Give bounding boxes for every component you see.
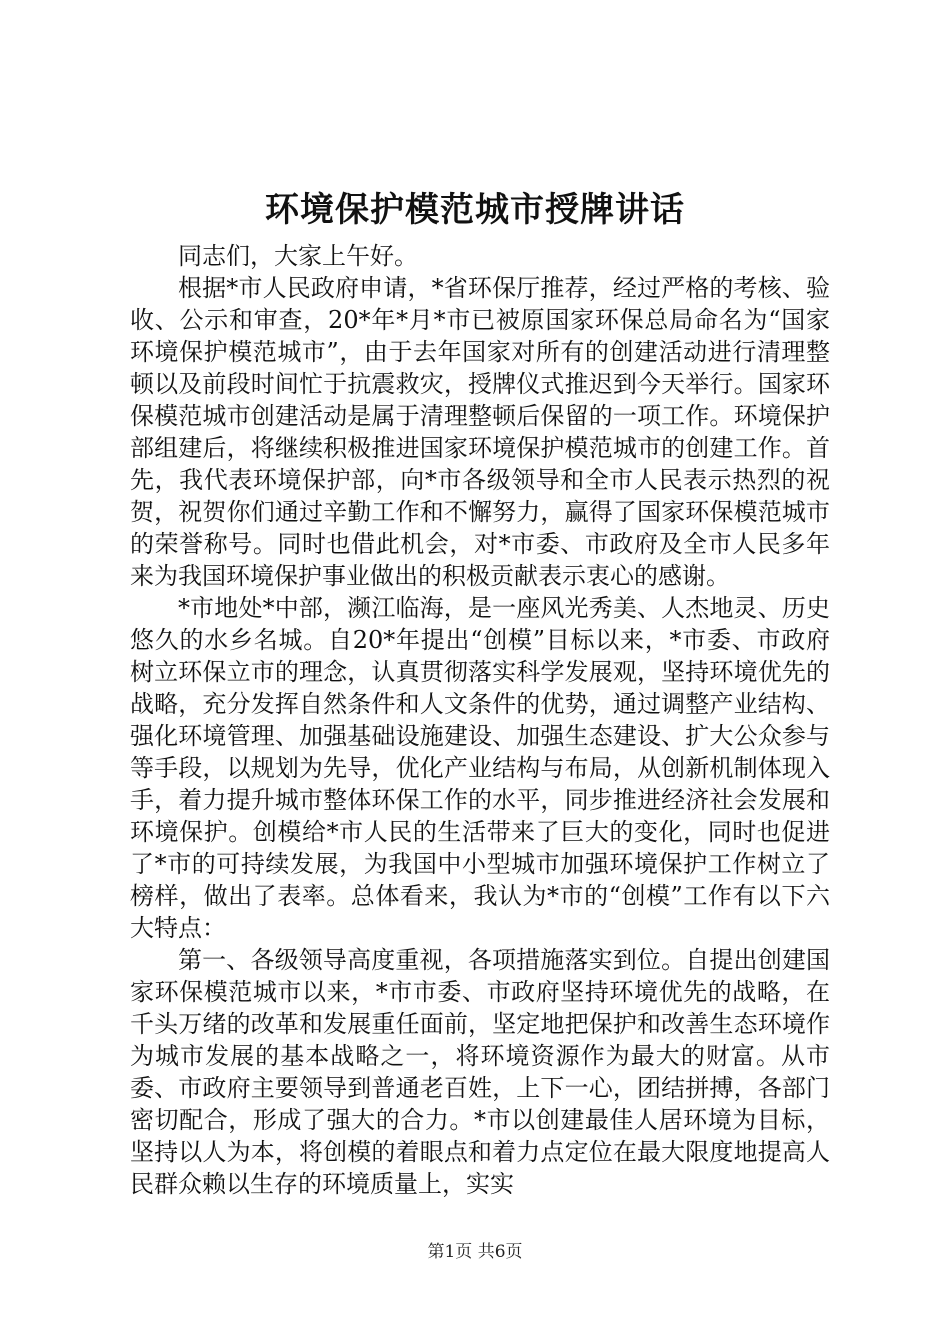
document-body — [130, 240, 830, 1200]
paragraph-first-feature: 第一、各级领导高度重视，各项措施落实到位。自提出创建国家环保模范城市以来，*市市委、市政府坚持环境优先的战略，在千头万绪的改革和发展重任面前，坚定地把保护和改善生态环境作为城市发展的基本战略之一，将环境资源作为最大的财富。从市委、市政府主要领导到普通老百姓，上下一心，团结拼搏，各部门密切配合，形成了强大的合力。*市以创建最佳人居环境为目标，坚持以人为本，将创模的着眼点和着力点定位在最大限度地提高人民群众赖以生存的环境质量上，实实 — [130, 946, 830, 1198]
paragraph-introduction: 根据*市人民政府申请，*省环保厅推荐，经过严格的考核、验收、公示和审查，20*年*月*市已被原国家环保总局命名为“国家环境保护模范城市”，由于去年国家对所有的创建活动进行清理整顿以及前段时间忙于抗震救灾，授牌仪式推迟到今天举行。国家环保模范城市创建活动是属于清理整顿后保留的一项工作。环境保护部组建后，将继续积极推进国家环境保护模范城市的创建工作。首先，我代表环境保护部，向*市各级领导和全市人民表示热烈的祝贺，祝贺你们通过辛勤工作和不懈努力，赢得了国家环保模范城市的荣誉称号。同时也借此机会，对*市委、市政府及全市人民多年来为我国环境保护事业做出的积极贡献表示衷心的感谢。 — [130, 274, 830, 590]
paragraph-greeting: 同志们，大家上午好。 — [178, 242, 418, 270]
paragraph-city-overview: *市地处*中部，濒江临海，是一座风光秀美、人杰地灵、历史悠久的水乡名城。自20*年提出“创模”目标以来，*市委、市政府树立环保立市的理念，认真贯彻落实科学发展观，坚持环境优先的战略，充分发挥自然条件和人文条件的优势，通过调整产业结构、强化环境管理、加强基础设施建设、加强生态建设、扩大公众参与等手段，以规划为先导，优化产业结构与布局，从创新机制体现入手，着力提升城市整体环保工作的水平，同步推进经济社会发展和环境保护。创模给*市人民的生活带来了巨大的变化，同时也促进了*市的可持续发展，为我国中小型城市加强环境保护工作树立了榜样，做出了表率。总体看来，我认为*市的“创模”工作有以下六大特点： — [130, 594, 830, 942]
document-title: 环境保护模范城市授牌讲话 — [265, 190, 685, 230]
page-number-footer: 第1页 共6页 — [427, 1242, 523, 1262]
